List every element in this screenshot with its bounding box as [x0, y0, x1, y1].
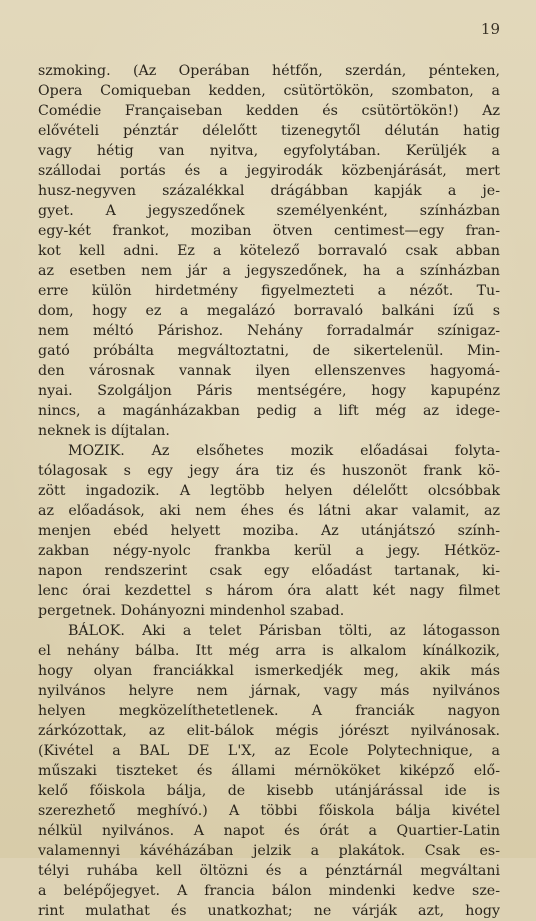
- section-line-mozik: MOZIK. Az elsőhetes mozik előadásai folyta-: [68, 443, 500, 459]
- text-line: lenc órai kezdettel s három óra alatt két nagy filmet: [38, 583, 500, 599]
- text-line: nyilvános helyre nem járnak, vagy más nyilvános: [38, 683, 500, 699]
- text-line: télyi ruhába kell öltözni és a pénztárnál megváltani: [38, 863, 500, 879]
- text-line: napon rendszerint csak egy előadást tartanak, ki-: [38, 563, 500, 579]
- text-line: (Kivétel a BAL DE L'X, az Ecole Polytechnique, a: [38, 743, 500, 759]
- text-line: nyai. Szolgáljon Páris mentségére, hogy kapupénz: [38, 383, 500, 399]
- text-line: valamennyi kávéházában jelzik a plakátok. Csak es-: [38, 843, 500, 859]
- text-line: erre külön hirdetmény figyelmezteti a nézőt. Tu-: [38, 283, 500, 299]
- text-line: husz-negyven százalékkal drágábban kapják a je-: [38, 183, 500, 199]
- text-line: kot kell adni. Ez a kötelező borravaló csak abban: [38, 243, 500, 259]
- text-line: gató próbálta megváltoztatni, de sikertelenül. Min-: [38, 343, 500, 359]
- text-line: nélkül nyilvános. A napot és órát a Quartier-Latin: [38, 823, 500, 839]
- text-line: zött ingadozik. A legtöbb helyen délelőtt olcsóbbak: [38, 483, 500, 499]
- text-line: zárkózottak, az elit-bálok mégis jórészt nyilvánosak.: [38, 723, 500, 739]
- text-line: vagy hétig van nyitva, egyfolytában. Kerüljék a: [38, 143, 500, 159]
- text-line: zakban négy-nyolc frankba kerül a jegy. Hétköz-: [38, 543, 500, 559]
- text-line: az esetben nem jár a jegyszedőnek, ha a színházban: [38, 263, 500, 279]
- text-line: kelő főiskola bálja, de kisebb utánjárással ide is: [38, 783, 500, 799]
- page-number: 19: [480, 20, 500, 38]
- text-line: szállodai portás és a jegyirodák közbenjárását, mert: [38, 163, 500, 179]
- text-line: dom, hogy ez a megalázó borravaló balkáni ízű s: [38, 303, 500, 319]
- text-line: den városnak vannak ilyen ellenszenves hagyomá-: [38, 363, 500, 379]
- text-line: helyen megközelíthetetlenek. A franciák nagyon: [38, 703, 500, 719]
- text-line: rint mulathat és unatkozhat; ne várják azt, hogy: [38, 903, 500, 919]
- text-line: szerezhető meghívó.) A többi főiskola bálja kivétel: [38, 803, 500, 819]
- text-line: nincs, a magánházakban pedig a lift még az idege-: [38, 403, 500, 419]
- text-line: elővételi pénztár délelőtt tizenegytől délután hatig: [38, 123, 500, 139]
- text-line: menjen ebéd helyett moziba. Az utánjátszó szính-: [38, 523, 500, 539]
- text-line: tólagosak s egy jegy ára tiz és huszonöt frank kö-: [38, 463, 500, 479]
- text-line: az előadások, aki nem éhes és látni akar valamit, az: [38, 503, 500, 519]
- section-line-balok: BÁLOK. Aki a telet Párisban tölti, az látogasson: [68, 623, 500, 639]
- text-line: műszaki tiszteket és állami mérnököket kiképző elő-: [38, 763, 500, 779]
- text-line: egy-két frankot, moziban ötven centimest—egy fran-: [38, 223, 500, 239]
- text-line: a belépőjegyet. A francia bálon mindenki kedve sze-: [38, 883, 500, 899]
- text-line: gyet. A jegyszedőnek személyenként, színházban: [38, 203, 500, 219]
- text-line: el nehány bálba. Itt még arra is alkalom kínálkozik,: [38, 643, 500, 659]
- text-line: Comédie Françaiseban kedden és csütörtökön!) Az: [38, 103, 500, 119]
- text-line: Opera Comiqueban kedden, csütörtökön, szombaton, a: [38, 83, 500, 99]
- text-line: nem méltó Párishoz. Nehány forradalmár színigaz-: [38, 323, 500, 339]
- body-text: [38, 61, 500, 921]
- text-line: hogy olyan franciákkal ismerkedjék meg, akik más: [38, 663, 500, 679]
- text-line: pergetnek. Dohányozni mindenhol szabad.: [38, 603, 345, 619]
- text-line: szmoking. (Az Operában hétfőn, szerdán, pénteken,: [38, 63, 500, 79]
- text-line: neknek is díjtalan.: [38, 423, 170, 439]
